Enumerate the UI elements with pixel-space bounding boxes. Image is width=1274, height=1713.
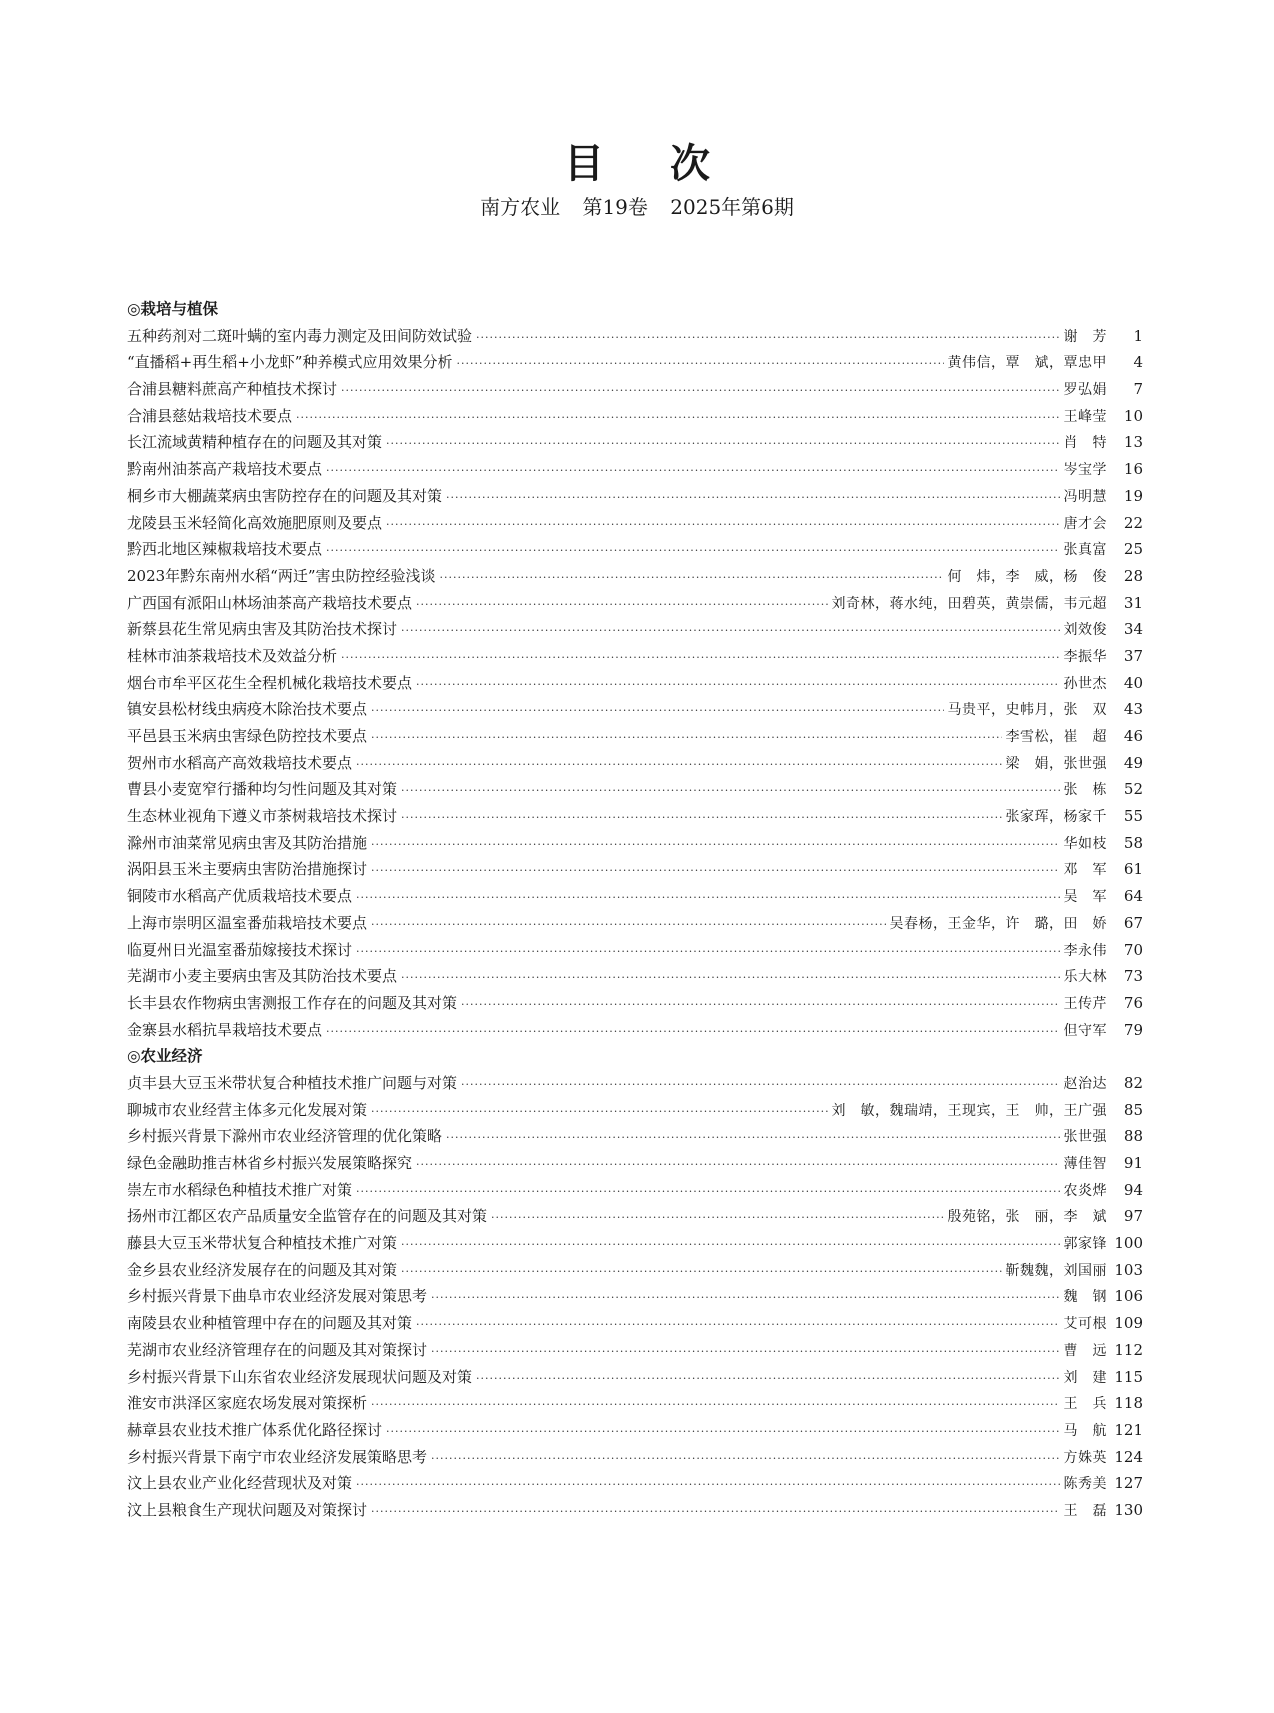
entry-title: 藤县大豆玉米带状复合种植技术推广对策	[127, 1234, 398, 1253]
dot-leader	[371, 1392, 1059, 1419]
entry-page: 19	[1123, 486, 1143, 505]
entry-title: 新蔡县花生常见病虫害及其防治技术探讨	[127, 620, 398, 639]
entry-title: 乡村振兴背景下山东省农业经济发展现状问题及对策	[127, 1367, 473, 1386]
entry-page: 16	[1123, 460, 1143, 479]
toc-entry[interactable]	[127, 403, 1143, 430]
entry-authors: 冯明慧	[1063, 488, 1107, 505]
entry-page: 46	[1123, 727, 1143, 745]
entry-page: 103	[1114, 1260, 1143, 1279]
dot-leader	[446, 1125, 1059, 1152]
toc-entry[interactable]	[127, 856, 1143, 883]
entry-authors: 吴春杨，王金华，许 璐，田 娇	[889, 915, 1107, 932]
toc-entry[interactable]	[127, 1364, 1143, 1391]
dot-leader	[371, 698, 943, 725]
entry-authors: 张家珲，杨家千	[1005, 809, 1107, 826]
dot-leader	[356, 1472, 1059, 1499]
entry-page: 82	[1123, 1073, 1143, 1092]
toc-entry[interactable]	[127, 1390, 1143, 1417]
toc-entry[interactable]	[127, 963, 1143, 990]
entry-page: 100	[1114, 1234, 1143, 1253]
entry-authors: 方姝英	[1063, 1449, 1107, 1466]
entry-page: 34	[1123, 620, 1143, 639]
entry-page: 61	[1123, 860, 1143, 879]
toc-entry[interactable]	[127, 456, 1143, 483]
entry-authors: 李振华	[1063, 648, 1107, 665]
toc-entry[interactable]	[127, 1150, 1143, 1177]
section-heading: ◎栽培与植保	[127, 300, 219, 318]
entry-authors: 农炎烨	[1063, 1182, 1107, 1199]
dot-leader	[461, 1072, 1059, 1099]
entry-title: 扬州市江都区农产品质量安全监管存在的问题及其对策	[127, 1207, 488, 1226]
dot-leader	[341, 645, 1059, 672]
dot-leader	[326, 538, 1059, 565]
entry-title: 桐乡市大棚蔬菜病虫害防控存在的问题及其对策	[127, 486, 443, 505]
entry-page: 76	[1123, 993, 1143, 1012]
toc-entry[interactable]	[127, 1177, 1143, 1204]
entry-page: 49	[1123, 753, 1143, 772]
journal-issue: 2025年第6期	[670, 195, 794, 219]
entry-title: 桂林市油茶栽培技术及效益分析	[127, 646, 338, 665]
dot-leader	[440, 565, 944, 592]
dot-leader	[401, 805, 1001, 832]
entry-page: 97	[1123, 1207, 1143, 1226]
entry-page: 94	[1123, 1180, 1143, 1199]
entry-title: 乡村振兴背景下南宁市农业经济发展策略思考	[127, 1447, 428, 1466]
entry-authors: 何 炜，李 威，杨 俊	[947, 568, 1107, 585]
dot-leader	[386, 512, 1059, 539]
entry-page: 22	[1123, 513, 1143, 532]
toc-entry[interactable]	[127, 1417, 1143, 1444]
entry-title: 贞丰县大豆玉米带状复合种植技术推广问题与对策	[127, 1073, 458, 1092]
entry-page: 115	[1114, 1367, 1143, 1386]
entry-title: 临夏州日光温室番茄嫁接技术探讨	[127, 940, 353, 959]
entry-title: 龙陵县玉米轻简化高效施肥原则及要点	[127, 513, 383, 532]
dot-leader	[431, 1285, 1059, 1312]
dot-leader	[371, 912, 885, 939]
toc-entry[interactable]	[127, 883, 1143, 910]
entry-authors: 王传芹	[1063, 995, 1107, 1012]
dot-leader	[386, 1419, 1059, 1446]
dot-leader	[371, 832, 1059, 859]
entry-title: 长丰县农作物病虫害测报工作存在的问题及其对策	[127, 993, 458, 1012]
journal-info	[0, 192, 1274, 222]
entry-page: 7	[1133, 380, 1143, 399]
toc-entry[interactable]	[127, 376, 1143, 403]
entry-page: 85	[1123, 1100, 1143, 1119]
entry-authors: 魏 钢	[1063, 1289, 1107, 1306]
entry-authors: 罗弘娟	[1063, 382, 1107, 399]
entry-authors: 马 航	[1063, 1422, 1107, 1439]
entry-authors: 孙世杰	[1063, 675, 1107, 692]
toc-entry[interactable]	[127, 910, 1143, 937]
entry-authors: 赵治达	[1063, 1075, 1107, 1092]
entry-title: 镇安县松材线虫病疫木除治技术要点	[127, 700, 368, 719]
dot-leader	[356, 885, 1059, 912]
entry-page: 88	[1123, 1127, 1143, 1146]
toc-entry[interactable]	[127, 616, 1143, 643]
entry-authors: 刘奇林，蒋水纯，田碧英，黄崇儒，韦元超	[831, 595, 1107, 612]
entry-authors: 王 磊	[1063, 1502, 1107, 1519]
dot-leader	[491, 1205, 943, 1232]
entry-page: 124	[1114, 1447, 1143, 1466]
entry-title: “直播稻+再生稻+小龙虾”种养模式应用效果分析	[127, 353, 453, 372]
entry-authors: 靳魏魏，刘国丽	[1005, 1262, 1107, 1279]
journal-name: 南方农业	[480, 195, 561, 219]
dot-leader	[401, 1259, 1001, 1286]
toc-entry[interactable]	[127, 803, 1143, 830]
entry-page: 127	[1114, 1474, 1143, 1493]
entry-title: 五种药剂对二斑叶螨的室内毒力测定及田间防效试验	[127, 326, 473, 345]
toc-entry[interactable]	[127, 1230, 1143, 1257]
entry-page: 40	[1123, 673, 1143, 692]
dot-leader	[371, 1099, 827, 1126]
dot-leader	[401, 1232, 1059, 1259]
entry-authors: 刘 敏，魏瑞靖，王现宾，王 帅，王广强	[831, 1102, 1107, 1119]
toc-entry[interactable]	[127, 990, 1143, 1017]
entry-title: 黔西北地区辣椒栽培技术要点	[127, 540, 323, 559]
entry-authors: 唐才会	[1063, 515, 1107, 532]
toc-entry[interactable]	[127, 563, 1143, 590]
toc-entry[interactable]	[127, 1444, 1143, 1471]
entry-authors: 马贵平，史帏月，张 双	[947, 702, 1107, 719]
entry-authors: 刘 建	[1063, 1369, 1107, 1386]
entry-title: 金乡县农业经济发展存在的问题及其对策	[127, 1260, 398, 1279]
entry-page: 130	[1114, 1500, 1143, 1519]
toc-entry[interactable]	[127, 510, 1143, 537]
dot-leader	[456, 351, 943, 378]
entry-title: 曹县小麦宽窄行播种均匀性问题及其对策	[127, 780, 398, 799]
entry-title: 淮安市洪泽区家庭农场发展对策探析	[127, 1394, 368, 1413]
journal-volume: 第19卷	[582, 195, 648, 219]
dot-leader	[326, 458, 1059, 485]
dot-leader	[326, 1019, 1059, 1046]
entry-title: 涡阳县玉米主要病虫害防治措施探讨	[127, 860, 368, 879]
entry-title: 芜湖市农业经济管理存在的问题及其对策探讨	[127, 1340, 428, 1359]
entry-authors: 谢 芳	[1063, 328, 1107, 345]
entry-title: 赫章县农业技术推广体系优化路径探讨	[127, 1420, 383, 1439]
entry-title: 滁州市油菜常见病虫害及其防治措施	[127, 833, 368, 852]
toc-entry[interactable]	[127, 323, 1143, 350]
toc-entry[interactable]	[127, 349, 1143, 376]
entry-title: 广西国有派阳山林场油茶高产栽培技术要点	[127, 593, 413, 612]
toc-entry[interactable]	[127, 937, 1143, 964]
dot-leader	[416, 1312, 1059, 1339]
entry-page: 43	[1123, 700, 1143, 719]
dot-leader	[356, 939, 1059, 966]
entry-authors: 李雪松，崔 超	[1005, 729, 1107, 745]
entry-title: 长江流域黄精种植存在的问题及其对策	[127, 433, 383, 452]
dot-leader	[371, 1499, 1059, 1526]
entry-page: 55	[1123, 807, 1143, 826]
entry-authors: 张世强	[1063, 1129, 1107, 1146]
entry-title: 南陵县农业种植管理中存在的问题及其对策	[127, 1314, 413, 1333]
toc-entry[interactable]	[127, 830, 1143, 857]
entry-authors: 陈秀美	[1063, 1476, 1107, 1493]
toc-header	[0, 138, 1274, 222]
entry-title: 绿色金融助推吉林省乡村振兴发展策略探究	[127, 1154, 413, 1172]
toc-entry[interactable]	[127, 1257, 1143, 1284]
dot-leader	[371, 725, 1001, 752]
dot-leader	[416, 1152, 1059, 1179]
toc-entry[interactable]	[127, 590, 1143, 617]
entry-title: 黔南州油茶高产栽培技术要点	[127, 460, 323, 479]
dot-leader	[431, 1339, 1059, 1366]
toc-entry[interactable]	[127, 1337, 1143, 1364]
entry-title: 贺州市水稻高产高效栽培技术要点	[127, 753, 353, 772]
toc-entry[interactable]	[127, 1123, 1143, 1150]
toc-entry[interactable]	[127, 483, 1143, 510]
entry-page: 37	[1123, 646, 1143, 665]
entry-title: 合浦县慈姑栽培技术要点	[127, 406, 293, 425]
dot-leader	[401, 965, 1059, 992]
entry-authors: 曹 远	[1063, 1342, 1107, 1359]
entry-title: 聊城市农业经营主体多元化发展对策	[127, 1100, 368, 1119]
entry-authors: 王 兵	[1063, 1396, 1107, 1413]
dot-leader	[416, 592, 827, 619]
toc-entry[interactable]	[127, 1097, 1143, 1124]
entry-authors: 艾可根	[1063, 1316, 1107, 1333]
entry-title: 2023年黔东南州水稻“两迁”害虫防控经验浅谈	[127, 566, 436, 585]
entry-title: 乡村振兴背景下曲阜市农业经济发展对策思考	[127, 1287, 428, 1306]
entry-authors: 殷苑铭，张 丽，李 斌	[947, 1209, 1107, 1226]
entry-authors: 李永伟	[1063, 942, 1107, 959]
entry-page: 79	[1123, 1020, 1143, 1039]
table-of-contents	[127, 296, 1143, 1524]
entry-page: 64	[1123, 887, 1143, 906]
dot-leader	[446, 485, 1059, 512]
entry-page: 73	[1123, 967, 1143, 986]
entry-authors: 张 栋	[1063, 782, 1107, 799]
entry-page: 25	[1123, 540, 1143, 559]
dot-leader	[461, 992, 1059, 1019]
entry-page: 31	[1123, 593, 1143, 612]
entry-title: 上海市崇明区温室番茄栽培技术要点	[127, 913, 368, 932]
entry-page: 118	[1114, 1394, 1143, 1413]
entry-authors: 乐大林	[1063, 969, 1107, 986]
entry-page: 112	[1114, 1340, 1143, 1359]
entry-authors: 岑宝学	[1063, 462, 1107, 479]
entry-title: 乡村振兴背景下滁州市农业经济管理的优化策略	[127, 1127, 443, 1146]
toc-entry[interactable]	[127, 1070, 1143, 1097]
toc-entry[interactable]	[127, 1283, 1143, 1310]
toc-entry[interactable]	[127, 1017, 1143, 1044]
dot-leader	[401, 618, 1059, 645]
entry-authors: 吴 军	[1063, 889, 1107, 906]
toc-entry[interactable]	[127, 696, 1143, 723]
toc-entry[interactable]	[127, 429, 1143, 456]
entry-page: 10	[1123, 406, 1143, 425]
dot-leader	[416, 672, 1059, 699]
toc-entry[interactable]	[127, 536, 1143, 563]
toc-entry[interactable]	[127, 1310, 1143, 1337]
entry-title: 铜陵市水稻高产优质栽培技术要点	[127, 887, 353, 906]
entry-title: 汶上县农业产业化经营现状及对策	[127, 1474, 353, 1493]
toc-entry[interactable]	[127, 643, 1143, 670]
toc-entry[interactable]	[127, 1470, 1143, 1497]
entry-page: 109	[1114, 1314, 1143, 1333]
dot-leader	[476, 325, 1059, 352]
entry-authors: 但守军	[1063, 1022, 1107, 1039]
entry-page: 4	[1133, 353, 1143, 372]
entry-authors: 邓 军	[1063, 862, 1107, 879]
entry-page: 58	[1123, 833, 1143, 852]
entry-page: 28	[1123, 566, 1143, 585]
entry-title: 烟台市牟平区花生全程机械化栽培技术要点	[127, 673, 413, 692]
entry-authors: 梁 娟，张世强	[1005, 755, 1107, 772]
entry-page: 121	[1114, 1420, 1143, 1439]
entry-page: 106	[1114, 1287, 1143, 1306]
entry-authors: 华如枝	[1063, 835, 1107, 852]
toc-entry[interactable]	[127, 670, 1143, 697]
dot-leader	[371, 858, 1059, 885]
section-heading: ◎农业经济	[127, 1047, 203, 1066]
toc-entry[interactable]	[127, 776, 1143, 803]
entry-authors: 薄佳智	[1063, 1156, 1107, 1172]
entry-title: 芜湖市小麦主要病虫害及其防治技术要点	[127, 967, 398, 986]
toc-entry[interactable]	[127, 723, 1143, 750]
entry-title: 平邑县玉米病虫害绿色防控技术要点	[127, 727, 368, 745]
entry-page: 13	[1123, 433, 1143, 452]
entry-authors: 郭家锋	[1063, 1236, 1107, 1253]
entry-authors: 肖 特	[1063, 435, 1107, 452]
entry-authors: 黄伟信，覃 斌，覃忠甲	[947, 355, 1107, 372]
toc-entry[interactable]	[127, 1497, 1143, 1524]
entry-page: 91	[1123, 1154, 1143, 1172]
dot-leader	[341, 378, 1059, 405]
dot-leader	[386, 431, 1059, 458]
entry-title: 合浦县糖料蔗高产种植技术探讨	[127, 380, 338, 399]
toc-entry[interactable]	[127, 1203, 1143, 1230]
entry-page: 70	[1123, 940, 1143, 959]
entry-title: 崇左市水稻绿色种植技术推广对策	[127, 1180, 353, 1199]
entry-title: 汶上县粮食生产现状问题及对策探讨	[127, 1500, 368, 1519]
dot-leader	[296, 405, 1059, 432]
entry-authors: 刘效俊	[1063, 622, 1107, 639]
dot-leader	[356, 1179, 1059, 1206]
dot-leader	[431, 1446, 1059, 1473]
entry-title: 金寨县水稻抗旱栽培技术要点	[127, 1020, 323, 1039]
page-title: 目 次	[564, 140, 736, 187]
dot-leader	[476, 1366, 1059, 1393]
entry-page: 67	[1123, 913, 1143, 932]
dot-leader	[356, 752, 1001, 779]
entry-page: 52	[1123, 780, 1143, 799]
dot-leader	[401, 778, 1059, 805]
entry-authors: 王峰莹	[1063, 408, 1107, 425]
entry-authors: 张真富	[1063, 542, 1107, 559]
entry-title: 生态林业视角下遵义市茶树栽培技术探讨	[127, 807, 398, 826]
entry-page: 1	[1133, 326, 1143, 345]
toc-entry[interactable]	[127, 750, 1143, 777]
